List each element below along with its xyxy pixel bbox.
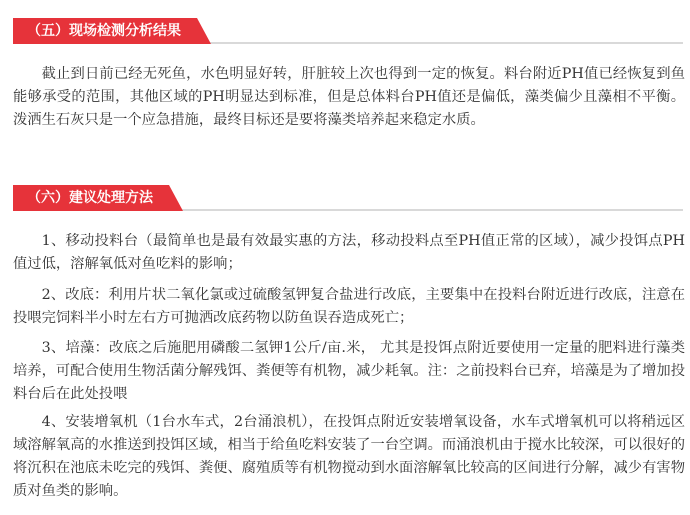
section-6-header bbox=[13, 185, 683, 211]
advice-item-1: 1、移动投料台（最简单也是最有效最实惠的方法，移动投料点至PH值正常的区域），减少投饵点PH值过低，溶解氧低对鱼吃料的影响； bbox=[13, 233, 685, 273]
section-5-title: （五）现场检测分析结果 bbox=[13, 18, 197, 44]
advice-item-2: 2、改底：利用片状二氧化氯或过硫酸氢钾复合盐进行改底，主要集中在投料台附近进行改底，注意在投喂完饲料半小时左右方可抛洒改底药物以防鱼误吞造成死亡； bbox=[13, 287, 685, 327]
advice-item-3: 3、培藻：改底之后施肥用磷酸二氢钾1公斤/亩.米， 尤其是投饵点附近要使用一定量的肥料进行藻类培养，可配合使用生物活菌分解残饵、粪便等有机物，减少耗氧。注：之前投料台已弃，培藻是为了增加投料台后在此处投喂 bbox=[13, 340, 685, 403]
section-5-paragraph: 截止到日前已经无死鱼，水色明显好转，肝脏较上次也得到一定的恢复。料台附近PH值已经恢复到鱼能够承受的范围，其他区域的PH明显达到标准，但是总体料台PH值还是偏低，藻类偏少且藻相不平衡。泼洒生石灰只是一个应急措施，最终目标还是要将藻类培养起来稳定水质。 bbox=[13, 66, 685, 129]
section-5-header bbox=[13, 18, 683, 44]
section-6-title: （六）建议处理方法 bbox=[13, 185, 169, 211]
advice-item-4: 4、安装增氧机（1台水车式，2台涌浪机），在投饵点附近安装增氧设备，水车式增氧机可以将稍远区域溶解氧高的水推送到投饵区域，相当于给鱼吃料安装了一台空调。而涌浪机由于搅水比较深，可以很好的将沉积在池底未吃完的残饵、粪便、腐殖质等有机物搅动到水面溶解氧比较高的区间进行分解，减少有害物质对鱼类的影响。 bbox=[13, 414, 685, 500]
